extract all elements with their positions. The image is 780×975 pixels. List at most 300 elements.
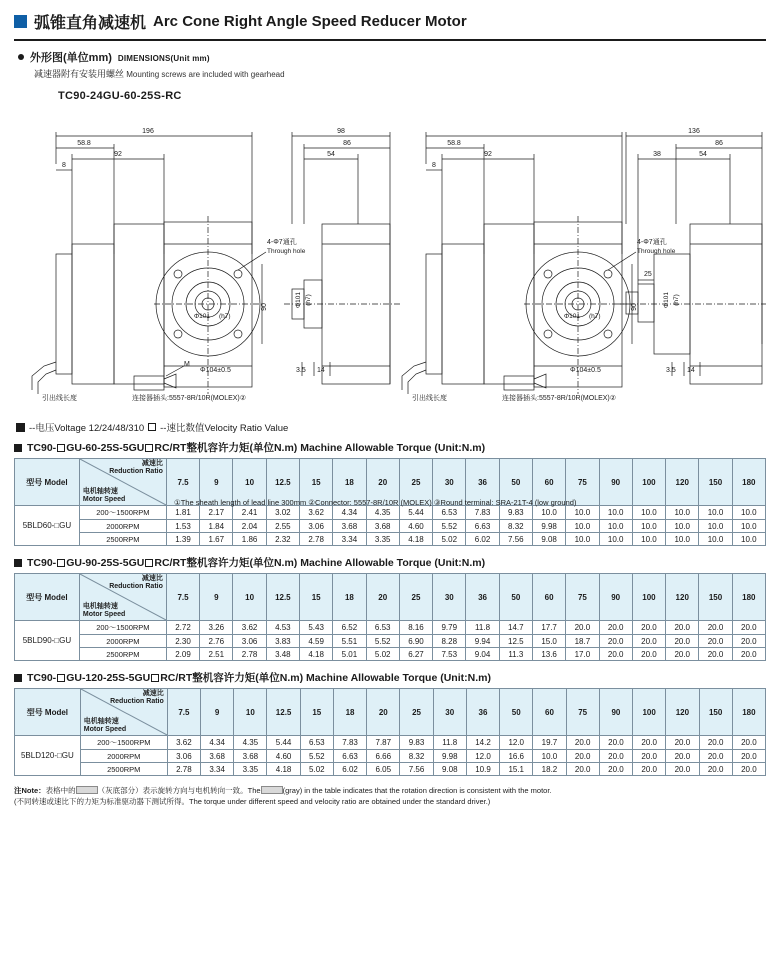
header-ratio-value: 7.5 <box>166 574 199 621</box>
cell-motor-speed: 200～1500RPM <box>79 621 166 635</box>
header-ratio-speed <box>79 459 166 506</box>
svg-text:86: 86 <box>343 140 351 147</box>
cell-torque-value: 5.51 <box>333 635 366 648</box>
svg-text:Φ104±0.5: Φ104±0.5 <box>200 367 231 374</box>
torque-table <box>14 688 766 776</box>
header-ratio-value: 12.5 <box>266 574 299 621</box>
cell-torque-value: 3.02 <box>266 506 299 520</box>
torque-tables <box>14 440 766 776</box>
footer-line2-cn: (不同转速或速比下的力矩为标准驱动器下测试所得。 <box>14 797 189 806</box>
cell-motor-speed: 200～1500RPM <box>80 736 167 750</box>
cell-torque-value: 10.0 <box>666 506 699 520</box>
svg-text:8: 8 <box>432 162 436 169</box>
cell-torque-value: 3.83 <box>266 635 299 648</box>
cell-torque-value: 1.67 <box>200 533 233 546</box>
cell-torque-value: 3.26 <box>200 621 233 635</box>
cell-motor-speed: 200～1500RPM <box>79 506 166 520</box>
cell-torque-value: 5.52 <box>300 750 333 763</box>
drawing-legend: ①The sheath length of lead line 300mm ②Connector: 5557-8R/10R (MOLEX) ③Round terminal: SRA-21T-4 (low ground) <box>174 498 577 507</box>
cell-torque-value: 9.83 <box>499 506 532 520</box>
cell-torque-value: 20.0 <box>699 763 732 776</box>
cell-torque-value: 6.52 <box>333 621 366 635</box>
cell-torque-value: 2.51 <box>200 648 233 661</box>
cell-torque-value: 12.0 <box>500 736 533 750</box>
cell-motor-speed: 2000RPM <box>80 750 167 763</box>
cell-torque-value: 20.0 <box>732 763 765 776</box>
cell-torque-value: 20.0 <box>633 763 666 776</box>
header-ratio-value: 75 <box>566 459 599 506</box>
cell-torque-value: 20.0 <box>666 736 699 750</box>
svg-text:196: 196 <box>142 128 154 135</box>
cell-torque-value: 20.0 <box>732 621 765 635</box>
cell-torque-value: 20.0 <box>666 635 699 648</box>
cell-torque-value: 20.0 <box>666 750 699 763</box>
cell-torque-value: 8.32 <box>400 750 433 763</box>
header-ratio-value: 120 <box>666 689 699 736</box>
cell-torque-value: 17.0 <box>566 648 599 661</box>
voltage-placeholder-icon <box>57 674 65 682</box>
svg-text:136: 136 <box>688 128 700 135</box>
cell-torque-value: 5.52 <box>366 635 399 648</box>
cell-torque-value: 1.53 <box>166 520 199 533</box>
cell-torque-value: 6.63 <box>333 750 366 763</box>
torque-table-block <box>14 440 766 546</box>
ratio-placeholder-icon <box>145 444 153 452</box>
grey-swatch-icon-2 <box>261 786 283 794</box>
cell-torque-value: 20.0 <box>632 635 665 648</box>
svg-text:54: 54 <box>699 151 707 158</box>
cell-torque-value: 5.43 <box>300 621 333 635</box>
header-ratio-value: 50 <box>499 459 532 506</box>
cell-torque-value: 10.0 <box>632 520 665 533</box>
torque-table-title <box>14 670 766 685</box>
header-model: 型号 Model <box>15 459 80 506</box>
table-row <box>15 520 766 533</box>
cell-torque-value: 7.53 <box>433 648 466 661</box>
header-ratio-value: 120 <box>666 574 699 621</box>
cell-torque-value: 4.60 <box>399 520 432 533</box>
cell-torque-value: 10.0 <box>566 506 599 520</box>
cell-torque-value: 10.0 <box>732 533 765 546</box>
cell-torque-value: 4.35 <box>366 506 399 520</box>
cell-torque-value: 1.39 <box>166 533 199 546</box>
svg-text:Φ101: Φ101 <box>663 291 670 309</box>
cell-torque-value: 11.8 <box>433 736 466 750</box>
header-ratio-value: 36 <box>466 574 499 621</box>
cell-torque-value: 20.0 <box>599 635 632 648</box>
header-ratio-value: 10 <box>233 574 266 621</box>
svg-text:90: 90 <box>631 303 638 311</box>
ratio-cn: 减速比 <box>141 460 163 467</box>
cell-torque-value: 2.32 <box>266 533 299 546</box>
header-ratio-value: 180 <box>732 689 765 736</box>
cell-torque-value: 2.09 <box>166 648 199 661</box>
header-ratio-value: 25 <box>400 689 433 736</box>
page-title <box>14 10 766 39</box>
cell-torque-value: 5.02 <box>433 533 466 546</box>
cell-torque-value: 16.6 <box>500 750 533 763</box>
voltage-placeholder-icon <box>57 559 65 567</box>
header-ratio-value: 10 <box>233 459 266 506</box>
svg-text:(h7): (h7) <box>305 294 312 306</box>
header-ratio-value: 100 <box>633 689 666 736</box>
header-ratio-value: 15 <box>300 459 333 506</box>
header-ratio-value: 30 <box>433 459 466 506</box>
cell-torque-value: 10.0 <box>699 533 732 546</box>
table-row <box>15 635 766 648</box>
cell-torque-value: 3.34 <box>333 533 366 546</box>
cell-torque-value: 2.76 <box>200 635 233 648</box>
header-ratio-value: 150 <box>699 574 732 621</box>
header-ratio-value: 180 <box>732 459 765 506</box>
cell-torque-value: 3.06 <box>167 750 200 763</box>
cell-torque-value: 5.01 <box>333 648 366 661</box>
svg-text:86: 86 <box>715 140 723 147</box>
torque-table <box>14 573 766 661</box>
speed-cn: 电机轴转速 <box>82 603 118 610</box>
cell-torque-value: 3.06 <box>300 520 333 533</box>
header-ratio-value: 100 <box>632 459 665 506</box>
ratio-en: Reduction Ratio <box>109 468 163 475</box>
cell-model: 5BLD120-□GU <box>15 736 81 776</box>
cell-torque-value: 20.0 <box>566 763 599 776</box>
cell-torque-value: 6.63 <box>466 520 499 533</box>
cell-torque-value: 3.62 <box>233 621 266 635</box>
cell-torque-value: 20.0 <box>566 750 599 763</box>
cell-torque-value: 5.02 <box>300 763 333 776</box>
header-ratio-value: 7.5 <box>167 689 200 736</box>
cell-torque-value: 6.53 <box>433 506 466 520</box>
svg-text:Φ104±0.5: Φ104±0.5 <box>570 367 601 374</box>
voltage-placeholder-icon <box>57 444 65 452</box>
header-ratio-value: 18 <box>333 459 366 506</box>
svg-text:4-Φ7通孔: 4-Φ7通孔 <box>637 239 667 246</box>
cell-torque-value: 10.0 <box>732 506 765 520</box>
header-ratio-value: 12.5 <box>267 689 300 736</box>
cell-torque-value: 3.06 <box>233 635 266 648</box>
torque-table-title <box>14 440 766 455</box>
section-note <box>34 67 766 80</box>
header-ratio-value: 100 <box>632 574 665 621</box>
cell-torque-value: 7.83 <box>466 506 499 520</box>
cell-torque-value: 4.53 <box>266 621 299 635</box>
cell-torque-value: 7.83 <box>333 736 366 750</box>
cell-torque-value: 4.59 <box>300 635 333 648</box>
speed-en: Motor Speed <box>82 496 126 503</box>
header-ratio-value: 18 <box>333 574 366 621</box>
cell-torque-value: 10.0 <box>699 520 732 533</box>
cell-torque-value: 17.7 <box>532 621 565 635</box>
cell-torque-value: 20.0 <box>732 635 765 648</box>
cell-torque-value: 9.04 <box>466 648 499 661</box>
cell-torque-value: 7.56 <box>400 763 433 776</box>
cell-torque-value: 8.32 <box>499 520 532 533</box>
cell-torque-value: 2.55 <box>266 520 299 533</box>
cell-torque-value: 2.41 <box>233 506 266 520</box>
svg-text:Φ101: Φ101 <box>295 291 302 309</box>
cell-model: 5BLD60-□GU <box>15 506 80 546</box>
cell-torque-value: 5.44 <box>267 736 300 750</box>
cell-torque-value: 3.35 <box>234 763 267 776</box>
cell-torque-value: 5.02 <box>366 648 399 661</box>
cell-torque-value: 20.0 <box>633 750 666 763</box>
cell-torque-value: 6.05 <box>367 763 400 776</box>
svg-text:54: 54 <box>327 151 335 158</box>
header-ratio-value: 75 <box>566 689 599 736</box>
cell-torque-value: 6.90 <box>399 635 432 648</box>
voltage-ratio-line <box>16 420 766 434</box>
cell-torque-value: 9.94 <box>466 635 499 648</box>
cell-torque-value: 20.0 <box>732 736 765 750</box>
cell-torque-value: 20.0 <box>732 750 765 763</box>
header-ratio-value: 75 <box>566 574 599 621</box>
title-pre: TC90- <box>27 441 57 454</box>
cell-torque-value: 5.44 <box>399 506 432 520</box>
ratio-placeholder-icon <box>151 674 159 682</box>
cell-torque-value: 20.0 <box>633 736 666 750</box>
table-header-row <box>15 689 766 736</box>
cell-torque-value: 8.16 <box>399 621 432 635</box>
ratio-text: --速比数值Velocity Ratio Value <box>160 423 289 434</box>
header-ratio-value: 15 <box>300 689 333 736</box>
cell-torque-value: 4.18 <box>267 763 300 776</box>
cell-torque-value: 6.27 <box>399 648 432 661</box>
cell-torque-value: 20.0 <box>699 635 732 648</box>
cell-torque-value: 9.98 <box>433 750 466 763</box>
cell-torque-value: 9.98 <box>532 520 565 533</box>
cell-torque-value: 3.62 <box>300 506 333 520</box>
title-english: Arc Cone Right Angle Speed Reducer Motor <box>153 13 467 30</box>
cell-torque-value: 6.02 <box>333 763 366 776</box>
cell-torque-value: 3.34 <box>201 763 234 776</box>
cell-torque-value: 20.0 <box>566 736 599 750</box>
cell-torque-value: 15.1 <box>500 763 533 776</box>
bullet-square-icon <box>14 559 22 567</box>
header-ratio-value: 20 <box>366 574 399 621</box>
cell-torque-value: 14.2 <box>466 736 499 750</box>
header-ratio-value: 9 <box>201 689 234 736</box>
header-ratio-value: 90 <box>599 689 632 736</box>
cell-torque-value: 3.68 <box>333 520 366 533</box>
header-ratio-value: 25 <box>399 459 432 506</box>
cell-torque-value: 20.0 <box>666 763 699 776</box>
bullet-square-icon <box>14 444 22 452</box>
cell-torque-value: 10.0 <box>566 520 599 533</box>
cell-torque-value: 10.0 <box>632 506 665 520</box>
title-divider <box>14 39 766 41</box>
cell-torque-value: 4.60 <box>267 750 300 763</box>
bullet-square-icon <box>14 674 22 682</box>
footer-label: 注Note： <box>14 786 46 795</box>
cell-motor-speed: 2000RPM <box>79 635 166 648</box>
cell-torque-value: 12.0 <box>466 750 499 763</box>
header-ratio-value: 10 <box>234 689 267 736</box>
header-ratio-value: 60 <box>532 574 565 621</box>
cell-torque-value: 9.83 <box>400 736 433 750</box>
filled-square-icon <box>16 423 25 432</box>
cell-torque-value: 10.9 <box>466 763 499 776</box>
cell-torque-value: 10.0 <box>599 506 632 520</box>
footer-note <box>14 785 766 807</box>
title-post: RC/RT整机容许力矩(单位N.m) Machine Allowable Torque (Unit:N.m) <box>154 557 486 569</box>
svg-text:3.5: 3.5 <box>666 367 676 374</box>
bullet-icon <box>18 54 24 60</box>
svg-text:(h7): (h7) <box>219 313 231 320</box>
header-ratio-value: 18 <box>333 689 366 736</box>
cell-torque-value: 6.02 <box>466 533 499 546</box>
header-ratio-value: 30 <box>433 689 466 736</box>
title-mid: GU-60-25S-5GU <box>66 441 145 454</box>
cell-torque-value: 4.18 <box>300 648 333 661</box>
ratio-en: Reduction Ratio <box>110 698 164 705</box>
svg-text:90: 90 <box>261 303 268 311</box>
speed-cn: 电机轴转速 <box>83 718 119 725</box>
torque-table-block <box>14 555 766 661</box>
header-ratio-value: 20 <box>366 459 399 506</box>
header-ratio-value: 180 <box>732 574 765 621</box>
header-ratio-speed <box>80 689 167 736</box>
cell-torque-value: 10.0 <box>632 533 665 546</box>
cell-torque-value: 20.0 <box>566 621 599 635</box>
svg-text:(h7): (h7) <box>589 313 601 320</box>
cell-torque-value: 20.0 <box>666 621 699 635</box>
cell-torque-value: 20.0 <box>599 621 632 635</box>
model-code: TC90-24GU-60-25S-RC <box>58 90 182 102</box>
svg-text:Φ101: Φ101 <box>564 313 581 320</box>
cell-torque-value: 20.0 <box>599 736 632 750</box>
svg-text:引出线长度: 引出线长度 <box>412 395 447 402</box>
svg-text:98: 98 <box>337 128 345 135</box>
drawing-svg <box>14 104 766 404</box>
header-ratio-value: 150 <box>699 459 732 506</box>
torque-table-block <box>14 670 766 776</box>
svg-text:M: M <box>184 361 190 368</box>
cell-torque-value: 4.18 <box>399 533 432 546</box>
cell-torque-value: 3.35 <box>366 533 399 546</box>
grey-swatch-icon <box>76 786 98 794</box>
cell-torque-value: 1.86 <box>233 533 266 546</box>
cell-torque-value: 3.48 <box>266 648 299 661</box>
title-mid: GU-120-25S-5GU <box>66 671 151 684</box>
table-header-row <box>15 574 766 621</box>
cell-torque-value: 19.7 <box>533 736 566 750</box>
cell-torque-value: 6.66 <box>367 750 400 763</box>
cell-torque-value: 13.6 <box>532 648 565 661</box>
cell-torque-value: 20.0 <box>732 648 765 661</box>
header-ratio-value: 9 <box>200 459 233 506</box>
speed-en: Motor Speed <box>82 611 126 618</box>
cell-torque-value: 10.0 <box>666 533 699 546</box>
ratio-en: Reduction Ratio <box>109 583 163 590</box>
cell-torque-value: 4.35 <box>234 736 267 750</box>
cell-torque-value: 20.0 <box>666 648 699 661</box>
table-row <box>15 533 766 546</box>
cell-torque-value: 3.68 <box>366 520 399 533</box>
cell-torque-value: 7.56 <box>499 533 532 546</box>
header-ratio-speed <box>79 574 166 621</box>
cell-torque-value: 7.87 <box>367 736 400 750</box>
cell-torque-value: 10.0 <box>732 520 765 533</box>
cell-torque-value: 6.53 <box>300 736 333 750</box>
header-ratio-value: 9 <box>200 574 233 621</box>
cell-torque-value: 2.04 <box>233 520 266 533</box>
header-ratio-value: 20 <box>367 689 400 736</box>
empty-square-icon <box>148 423 156 431</box>
title-pre: TC90- <box>27 671 57 684</box>
cell-torque-value: 1.84 <box>200 520 233 533</box>
cell-torque-value: 14.7 <box>499 621 532 635</box>
svg-text:92: 92 <box>114 151 122 158</box>
header-ratio-value: 90 <box>599 459 632 506</box>
header-ratio-value: 15 <box>300 574 333 621</box>
cell-torque-value: 6.53 <box>366 621 399 635</box>
header-ratio-value: 12.5 <box>266 459 299 506</box>
svg-text:Φ101: Φ101 <box>194 313 211 320</box>
svg-text:引出线长度: 引出线长度 <box>42 395 77 402</box>
footer-line1c: (gray) in the table indicates that the rotation direction is consistent with the motor. <box>282 786 552 795</box>
title-pre: TC90- <box>27 556 57 569</box>
cell-torque-value: 9.08 <box>532 533 565 546</box>
cell-torque-value: 10.0 <box>666 520 699 533</box>
voltage-text: --电压Voltage 12/24/48/310 <box>29 423 145 434</box>
cell-torque-value: 18.7 <box>566 635 599 648</box>
cell-torque-value: 20.0 <box>699 648 732 661</box>
svg-text:(h7): (h7) <box>673 294 680 306</box>
svg-text:58.8: 58.8 <box>447 140 461 147</box>
title-mid: GU-90-25S-5GU <box>66 556 145 569</box>
ratio-cn: 减速比 <box>141 575 163 582</box>
header-model: 型号 Model <box>15 689 81 736</box>
cell-torque-value: 10.0 <box>699 506 732 520</box>
cell-motor-speed: 2000RPM <box>79 520 166 533</box>
svg-text:连接器插头:5557-8R/10R(MOLEX)②: 连接器插头:5557-8R/10R(MOLEX)② <box>132 395 247 402</box>
svg-text:25: 25 <box>644 271 652 278</box>
table-row <box>15 621 766 635</box>
svg-text:14: 14 <box>317 367 325 374</box>
section-heading <box>18 49 766 65</box>
cell-torque-value: 3.68 <box>201 750 234 763</box>
cell-torque-value: 10.0 <box>599 533 632 546</box>
header-ratio-value: 60 <box>533 689 566 736</box>
cell-torque-value: 20.0 <box>699 621 732 635</box>
footer-line2-en: The torque under different speed and velocity ratio are obtained under the standard driver.) <box>189 797 491 806</box>
cell-torque-value: 3.62 <box>167 736 200 750</box>
header-ratio-value: 36 <box>466 459 499 506</box>
torque-table-title <box>14 555 766 570</box>
header-ratio-value: 60 <box>532 459 565 506</box>
svg-text:Through hole: Through hole <box>267 248 306 255</box>
section-heading-cn: 外形图(单位mm) <box>30 52 112 64</box>
cell-torque-value: 4.34 <box>333 506 366 520</box>
table-row <box>15 506 766 520</box>
footer-line1a: 表格中的 <box>45 786 76 795</box>
table-row <box>15 763 766 776</box>
header-ratio-value: 120 <box>666 459 699 506</box>
cell-motor-speed: 2500RPM <box>80 763 167 776</box>
table-row <box>15 648 766 661</box>
cell-torque-value: 4.34 <box>201 736 234 750</box>
title-post: RC/RT整机容许力矩(单位N.m) Machine Allowable Torque (Unit:N.m) <box>154 442 486 454</box>
title-chinese: 弧锥直角减速机 <box>34 15 147 32</box>
svg-text:38: 38 <box>653 151 661 158</box>
header-ratio-value: 90 <box>599 574 632 621</box>
cell-torque-value: 5.52 <box>433 520 466 533</box>
header-ratio-value: 25 <box>399 574 432 621</box>
cell-torque-value: 9.08 <box>433 763 466 776</box>
svg-text:92: 92 <box>484 151 492 158</box>
header-model: 型号 Model <box>15 574 80 621</box>
cell-torque-value: 20.0 <box>699 750 732 763</box>
